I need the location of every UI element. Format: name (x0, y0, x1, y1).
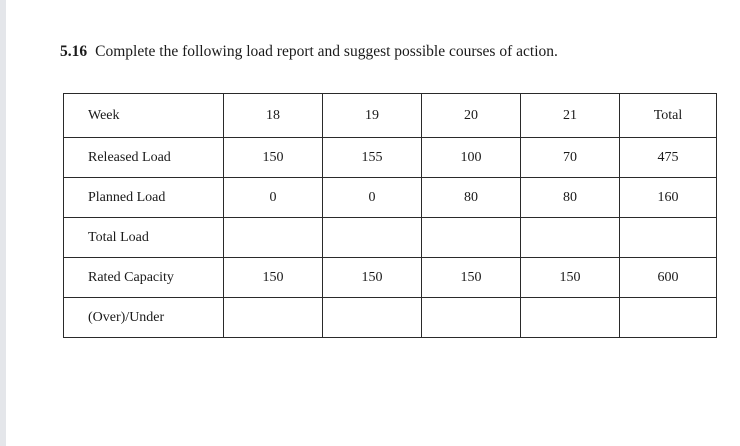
table-row-planned-load (64, 178, 717, 218)
table-cell: 18 (224, 94, 323, 138)
table-cell: 70 (521, 138, 620, 178)
table-cell-empty (224, 218, 323, 258)
table-cell: 80 (521, 178, 620, 218)
table-cell: 0 (224, 178, 323, 218)
table-cell: 150 (521, 258, 620, 298)
table-cell: 150 (323, 258, 422, 298)
table-cell-total: 475 (620, 138, 717, 178)
table-cell: 150 (422, 258, 521, 298)
row-label: Week (64, 94, 224, 138)
table-row-released-load (64, 138, 717, 178)
table-cell: 80 (422, 178, 521, 218)
table-cell-empty (224, 298, 323, 338)
table-cell: 19 (323, 94, 422, 138)
left-edge-bar (0, 0, 6, 446)
table-cell: 150 (224, 138, 323, 178)
table-cell-empty (422, 298, 521, 338)
table-cell-empty (620, 218, 717, 258)
row-label: Released Load (64, 138, 224, 178)
table-cell: 20 (422, 94, 521, 138)
problem-heading (60, 43, 558, 61)
table-cell: 21 (521, 94, 620, 138)
table-cell-total: Total (620, 94, 717, 138)
load-report-table (63, 93, 717, 338)
table-row-rated-capacity (64, 258, 717, 298)
table-cell: 100 (422, 138, 521, 178)
table-cell-empty (323, 218, 422, 258)
row-label: (Over)/Under (64, 298, 224, 338)
table-row-week (64, 94, 717, 138)
table-cell: 0 (323, 178, 422, 218)
table-cell-total: 160 (620, 178, 717, 218)
row-label: Total Load (64, 218, 224, 258)
row-label: Planned Load (64, 178, 224, 218)
table-row-total-load (64, 218, 717, 258)
table-cell: 155 (323, 138, 422, 178)
table-cell-empty (620, 298, 717, 338)
table-cell-total: 600 (620, 258, 717, 298)
problem-text: Complete the following load report and suggest possible courses of action. (95, 43, 558, 60)
table-cell: 150 (224, 258, 323, 298)
table-cell-empty (422, 218, 521, 258)
table-row-over-under (64, 298, 717, 338)
problem-number: 5.16 (60, 43, 88, 60)
table-cell-empty (323, 298, 422, 338)
table-cell-empty (521, 218, 620, 258)
row-label: Rated Capacity (64, 258, 224, 298)
table-cell-empty (521, 298, 620, 338)
